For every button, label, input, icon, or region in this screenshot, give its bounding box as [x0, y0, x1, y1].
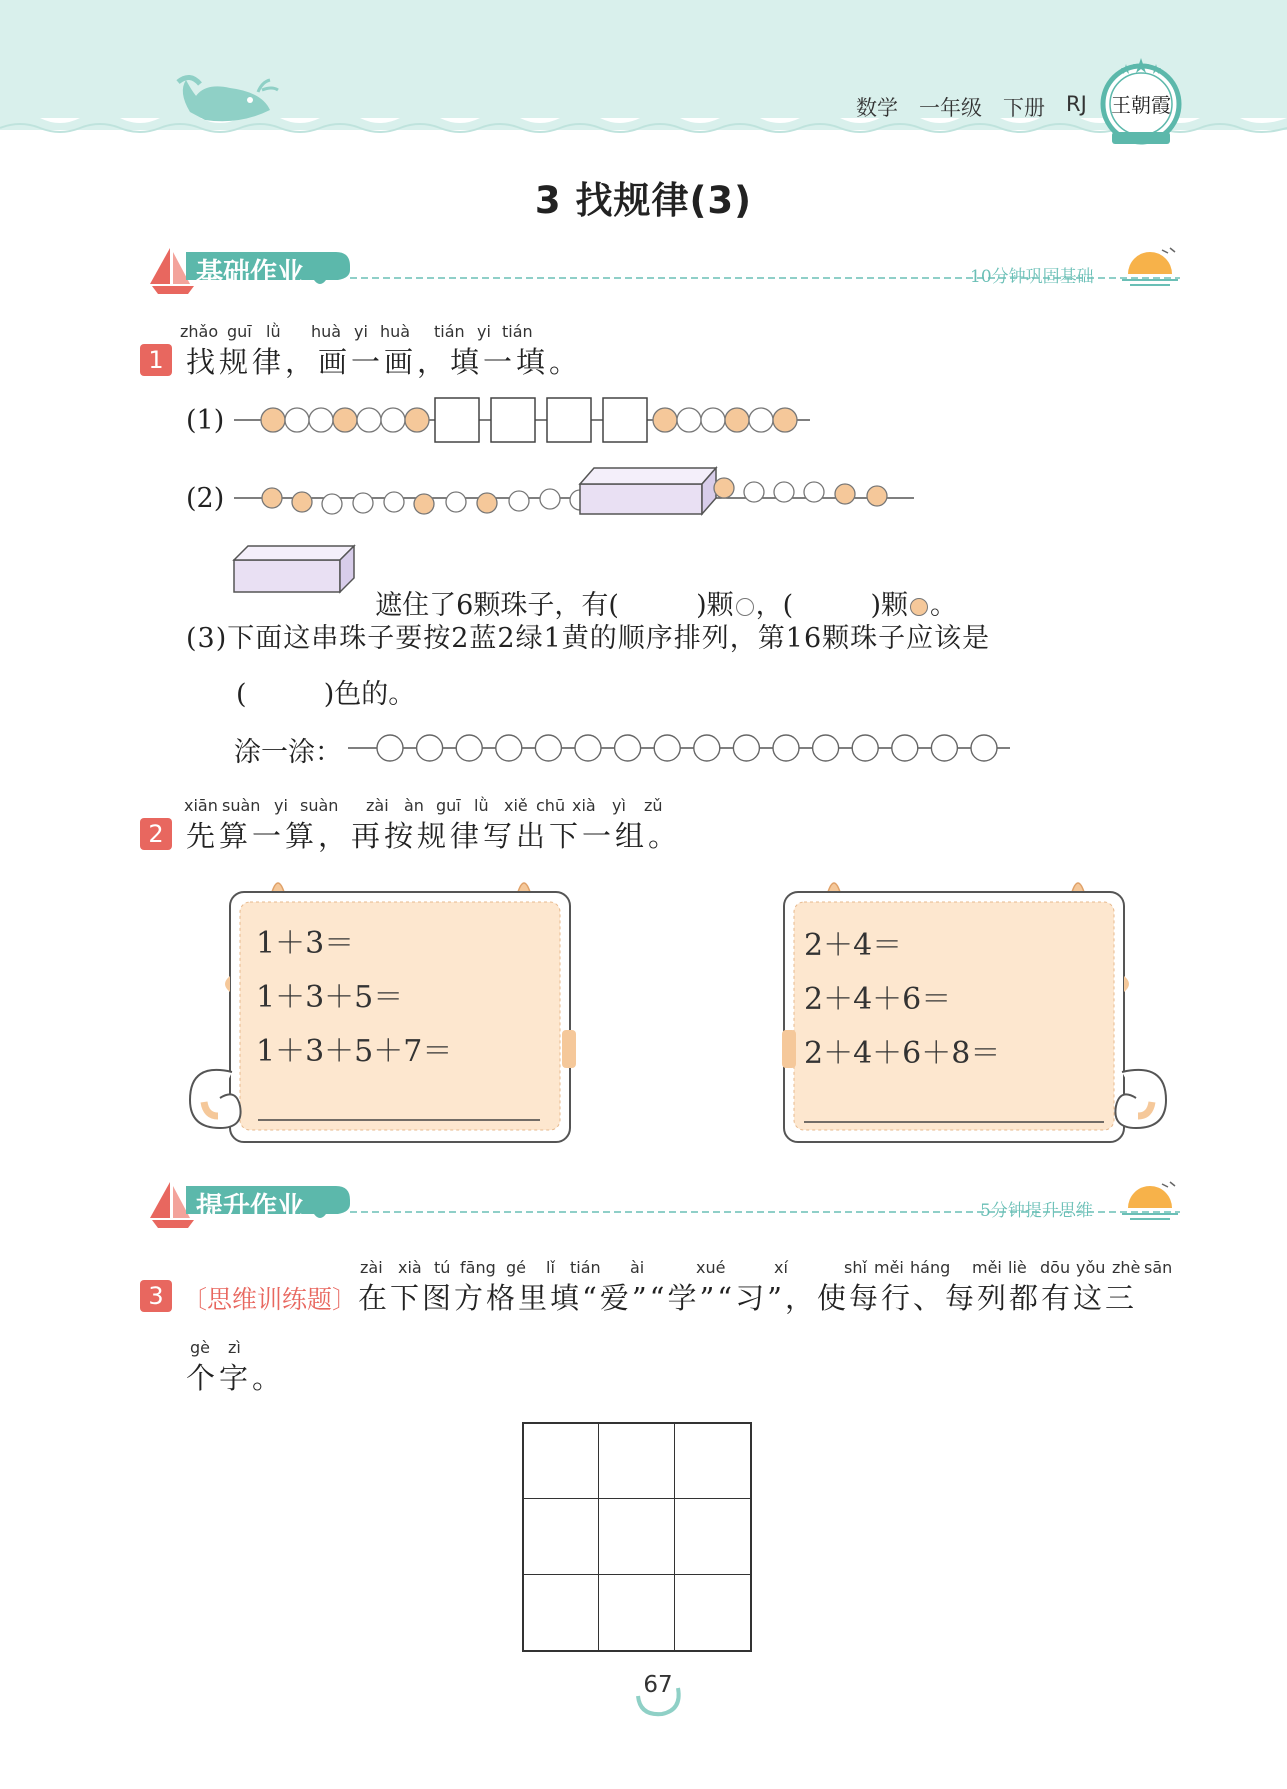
grade-label: 一年级 — [919, 96, 982, 120]
paint-bead[interactable] — [654, 735, 680, 761]
page-number: 67 — [643, 1672, 673, 1698]
q1-part3-bead-string[interactable] — [348, 728, 1014, 768]
white-bead-icon — [736, 598, 754, 616]
cover-block-icon — [232, 542, 358, 594]
paint-bead[interactable] — [773, 735, 799, 761]
paint-bead[interactable] — [575, 735, 601, 761]
section-basic-note: 10分钟巩固基础 — [970, 267, 1094, 287]
paint-bead[interactable] — [615, 735, 641, 761]
grid-cell[interactable] — [675, 1499, 750, 1574]
paint-bead[interactable] — [496, 735, 522, 761]
logo-text: 王朝霞 — [1111, 93, 1171, 117]
q1-part1-bead-string — [234, 396, 814, 446]
q1-number: 1 — [140, 344, 172, 376]
sunset-icon — [1122, 1182, 1178, 1219]
q3-instruction-line2: 个字。 — [186, 1361, 286, 1395]
section-basic-label: 基础作业 — [196, 258, 304, 289]
board2-eq1: 2＋4＝ — [804, 928, 903, 963]
q3-tag: 〔思维训练题〕 — [182, 1285, 358, 1314]
q1-part1-label: (1) — [186, 405, 225, 436]
grid-cell[interactable] — [524, 1499, 599, 1574]
paint-bead[interactable] — [694, 735, 720, 761]
q3-number: 3 — [140, 1280, 172, 1312]
grid-cell[interactable] — [675, 1575, 750, 1650]
paint-bead[interactable] — [813, 735, 839, 761]
paint-bead[interactable] — [733, 735, 759, 761]
q3-instruction: 在下图方格里填“爱”“学”“习”，使每行、每列都有这三 — [358, 1281, 1137, 1315]
grid-cell[interactable] — [675, 1424, 750, 1499]
volume-label: 下册 — [1003, 96, 1045, 120]
brand-logo — [1098, 52, 1184, 152]
subject-label: 数学 — [856, 96, 898, 120]
q2-number: 2 — [140, 818, 172, 850]
q1-part3-line2: ( )色的。 — [236, 679, 416, 710]
edition-label: RJ — [1066, 92, 1087, 116]
q1-part3-line1: (3)下面这串珠子要按2蓝2绿1黄的顺序排列，第16颗珠子应该是 — [186, 623, 991, 654]
q1-part3-color-label: 涂一涂： — [234, 737, 342, 768]
q1-part2-text: 遮住了6颗珠子，有( )颗 ，( )颗 。 — [375, 590, 957, 621]
grid-cell[interactable] — [599, 1575, 674, 1650]
paint-bead[interactable] — [852, 735, 878, 761]
board1-eq3: 1＋3＋5＋7＝ — [256, 1034, 453, 1069]
q1-part2-label: (2) — [186, 483, 225, 514]
paint-bead[interactable] — [377, 735, 403, 761]
board2-eq3: 2＋4＋6＋8＝ — [804, 1036, 1001, 1071]
q1-part2-bead-string — [234, 462, 924, 522]
paint-bead[interactable] — [456, 735, 482, 761]
grid-cell[interactable] — [524, 1424, 599, 1499]
q1-instruction: 找规律，画一画，填一填。 — [186, 345, 583, 379]
paint-bead[interactable] — [892, 735, 918, 761]
board1-eq2: 1＋3＋5＝ — [256, 980, 404, 1015]
board1-eq1: 1＋3＝ — [256, 926, 355, 961]
paint-bead[interactable] — [535, 735, 561, 761]
board2-eq2: 2＋4＋6＝ — [804, 982, 952, 1017]
grid-cell[interactable] — [599, 1499, 674, 1574]
paint-bead[interactable] — [971, 735, 997, 761]
answer-grid — [522, 1422, 752, 1652]
paint-bead[interactable] — [417, 735, 443, 761]
section-advanced-label: 提升作业 — [196, 1192, 304, 1223]
grid-cell[interactable] — [524, 1575, 599, 1650]
header-wave-background — [0, 0, 1287, 150]
cover-block — [580, 468, 716, 514]
paint-bead[interactable] — [931, 735, 957, 761]
section-advanced-note: 5分钟提升思维 — [980, 1201, 1093, 1221]
lesson-title: 3 找规律(3) — [534, 179, 753, 222]
q2-instruction: 先算一算，再按规律写出下一组。 — [186, 819, 682, 853]
grid-cell[interactable] — [599, 1424, 674, 1499]
sunset-icon — [1122, 248, 1178, 285]
orange-bead-icon — [910, 598, 928, 616]
